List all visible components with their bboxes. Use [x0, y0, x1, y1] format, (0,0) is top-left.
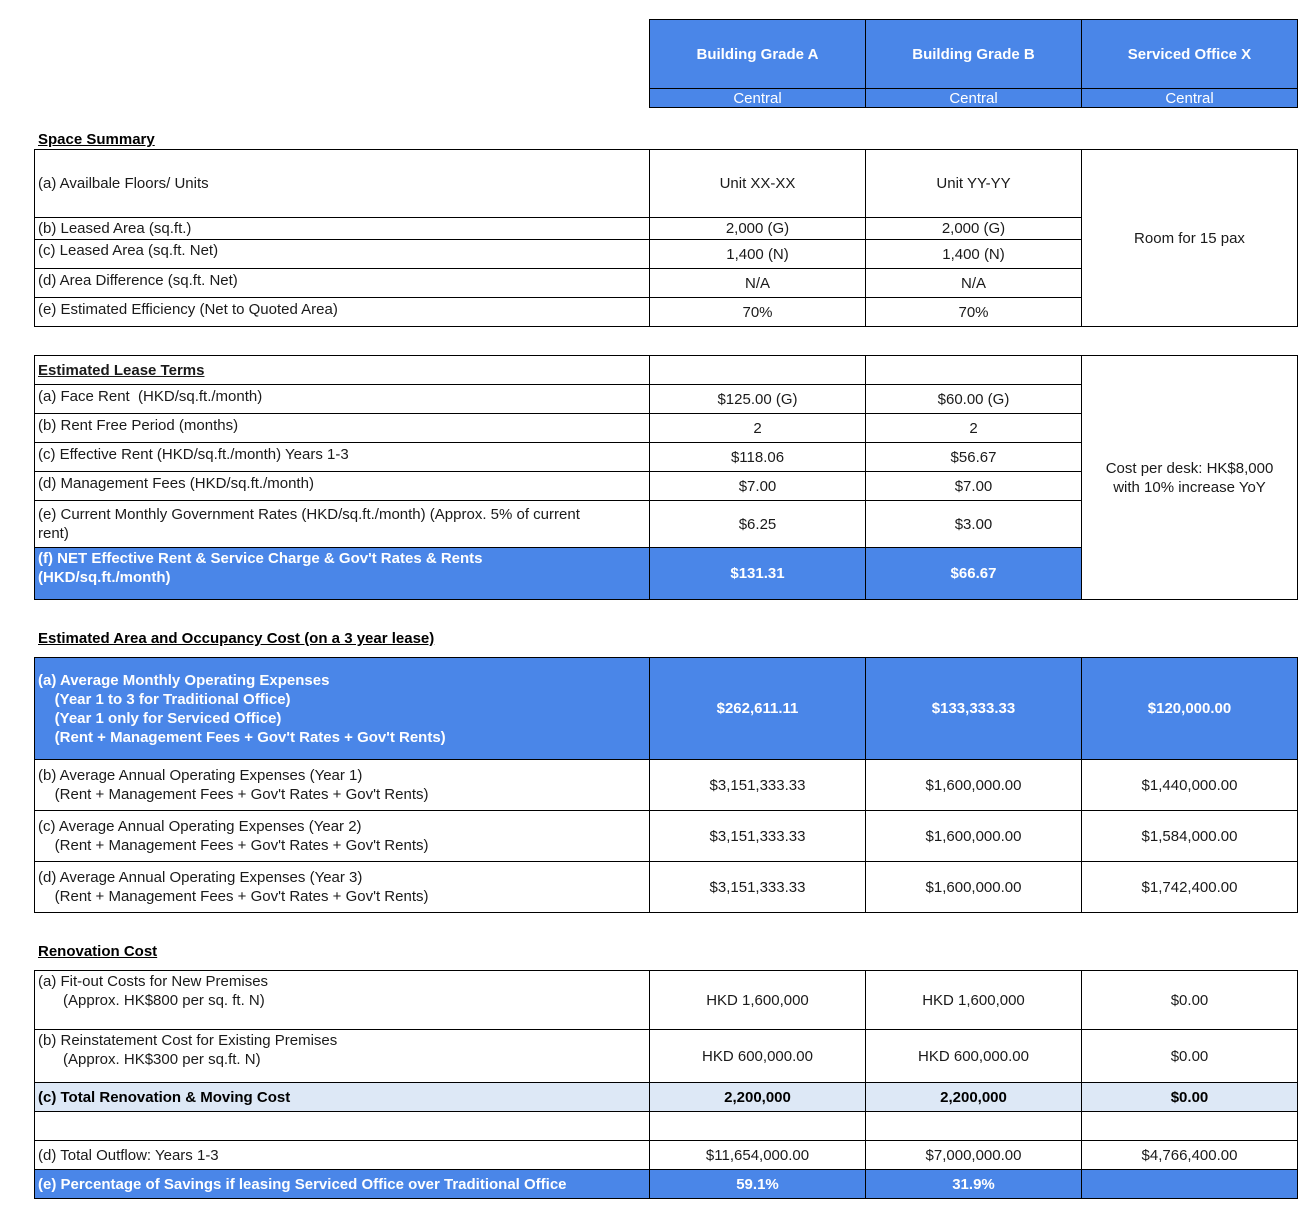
cell-serviced-annual-opex-year2: $1,584,000.00	[1081, 810, 1298, 862]
avg-monthly-opex-line3: (Year 1 only for Serviced Office)	[38, 709, 282, 727]
row-label-estimated-efficiency: (e) Estimated Efficiency (Net to Quoted Area)	[34, 297, 650, 327]
annual-opex-year1-line1: (b) Average Annual Operating Expenses (Year 1)	[38, 767, 363, 784]
cell-grade-b-management-fees: $7.00	[865, 471, 1082, 501]
reinstatement-cost-line1: (b) Reinstatement Cost for Existing Premises	[38, 1032, 338, 1049]
row-label-leased-area: (b) Leased Area (sq.ft.)	[34, 217, 650, 240]
row-label-annual-opex-year3	[34, 861, 650, 913]
section-title-space-summary: Space Summary	[38, 131, 155, 148]
cell-grade-a-leased-area-net: 1,400 (N)	[649, 239, 866, 269]
cell-grade-b-fit-out: HKD 1,600,000	[865, 970, 1082, 1030]
cell-grade-a-net-effective-rent: $131.31	[649, 547, 866, 600]
cell-serviced-fit-out: $0.00	[1081, 970, 1298, 1030]
reinstatement-cost-line2: (Approx. HK$300 per sq.ft. N)	[38, 1051, 261, 1068]
row-label-annual-opex-year2	[34, 810, 650, 862]
cell-grade-b-rent-free: 2	[865, 413, 1082, 443]
cell-grade-a-lease-blank	[649, 355, 866, 385]
cell-grade-b-net-effective-rent: $66.67	[865, 547, 1082, 600]
cell-grade-b-total-renovation: 2,200,000	[865, 1082, 1082, 1112]
cell-grade-b-annual-opex-year2: $1,600,000.00	[865, 810, 1082, 862]
cell-grade-a-units: Unit XX-XX	[649, 149, 866, 218]
cell-grade-a-efficiency: 70%	[649, 297, 866, 327]
cell-grade-a-management-fees: $7.00	[649, 471, 866, 501]
column-header-grade-a: Building Grade A	[649, 19, 866, 89]
row-label-total-outflow: (d) Total Outflow: Years 1-3	[34, 1140, 650, 1170]
row-label-avg-monthly-opex	[34, 657, 650, 760]
cell-serviced-annual-opex-year3: $1,742,400.00	[1081, 861, 1298, 913]
cell-grade-b-face-rent: $60.00 (G)	[865, 384, 1082, 414]
cell-grade-a-avg-monthly-opex: $262,611.11	[649, 657, 866, 760]
row-label-effective-rent: (c) Effective Rent (HKD/sq.ft./month) Years 1-3	[34, 442, 650, 472]
cell-grade-b-efficiency: 70%	[865, 297, 1082, 327]
cell-grade-a-reinstatement: HKD 600,000.00	[649, 1029, 866, 1083]
cell-serviced-reinstatement: $0.00	[1081, 1029, 1298, 1083]
cell-serviced-office-cost-note	[1081, 355, 1298, 600]
cell-serviced-office-space-note: Room for 15 pax	[1081, 149, 1298, 327]
row-label-management-fees: (d) Management Fees (HKD/sq.ft./month)	[34, 471, 650, 501]
row-label-reinstatement-cost	[34, 1029, 650, 1083]
cell-grade-a-blank	[649, 1111, 866, 1141]
cell-grade-a-rent-free: 2	[649, 413, 866, 443]
row-label-area-difference: (d) Area Difference (sq.ft. Net)	[34, 268, 650, 298]
cell-serviced-savings	[1081, 1169, 1298, 1199]
column-location-grade-b: Central	[865, 88, 1082, 108]
cell-grade-a-savings: 59.1%	[649, 1169, 866, 1199]
row-label-rent-free-period: (b) Rent Free Period (months)	[34, 413, 650, 443]
annual-opex-year3-line1: (d) Average Annual Operating Expenses (Year 3)	[38, 869, 363, 886]
cost-note-line1: Cost per desk: HK$8,000	[1105, 459, 1274, 477]
avg-monthly-opex-line1: (a) Average Monthly Operating Expenses	[38, 671, 330, 689]
annual-opex-year2-line2: (Rent + Management Fees + Gov't Rates + Gov't Rents)	[38, 837, 429, 854]
cell-grade-a-government-rates: $6.25	[649, 500, 866, 548]
cell-grade-a-fit-out: HKD 1,600,000	[649, 970, 866, 1030]
cell-grade-b-units: Unit YY-YY	[865, 149, 1082, 218]
cell-grade-a-face-rent: $125.00 (G)	[649, 384, 866, 414]
row-label-face-rent: (a) Face Rent (HKD/sq.ft./month)	[34, 384, 650, 414]
cell-serviced-blank	[1081, 1111, 1298, 1141]
column-header-serviced-office: Serviced Office X	[1081, 19, 1298, 89]
cost-note-line2: with 10% increase YoY	[1113, 478, 1266, 496]
fit-out-costs-line2: (Approx. HK$800 per sq. ft. N)	[38, 992, 265, 1009]
cell-serviced-total-renovation: $0.00	[1081, 1082, 1298, 1112]
annual-opex-year2-line1: (c) Average Annual Operating Expenses (Year 2)	[38, 818, 362, 835]
row-label-leased-area-net: (c) Leased Area (sq.ft. Net)	[34, 239, 650, 269]
cell-grade-b-area-difference: N/A	[865, 268, 1082, 298]
avg-monthly-opex-line4: (Rent + Management Fees + Gov't Rates + Gov't Rents)	[38, 728, 446, 746]
row-blank-spacer	[34, 1111, 650, 1141]
cell-grade-b-avg-monthly-opex: $133,333.33	[865, 657, 1082, 760]
section-title-renovation-cost: Renovation Cost	[38, 943, 158, 960]
cell-grade-b-blank	[865, 1111, 1082, 1141]
fit-out-costs-line1: (a) Fit-out Costs for New Premises	[38, 973, 269, 990]
cell-grade-a-total-outflow: $11,654,000.00	[649, 1140, 866, 1170]
cell-serviced-annual-opex-year1: $1,440,000.00	[1081, 759, 1298, 811]
cell-grade-a-effective-rent: $118.06	[649, 442, 866, 472]
row-label-net-effective-rent-line1: (f) NET Effective Rent & Service Charge & Gov't Rates & Rents	[38, 550, 483, 567]
row-label-annual-opex-year1	[34, 759, 650, 811]
annual-opex-year1-line2: (Rent + Management Fees + Gov't Rates + Gov't Rents)	[38, 786, 429, 803]
cell-grade-a-leased-area: 2,000 (G)	[649, 217, 866, 240]
cell-serviced-avg-monthly-opex: $120,000.00	[1081, 657, 1298, 760]
cell-grade-b-annual-opex-year1: $1,600,000.00	[865, 759, 1082, 811]
cell-grade-a-area-difference: N/A	[649, 268, 866, 298]
cell-grade-a-annual-opex-year3: $3,151,333.33	[649, 861, 866, 913]
cell-grade-b-lease-blank	[865, 355, 1082, 385]
cell-grade-b-savings: 31.9%	[865, 1169, 1082, 1199]
column-location-serviced-office: Central	[1081, 88, 1298, 108]
row-label-fit-out-costs	[34, 970, 650, 1030]
column-location-grade-a: Central	[649, 88, 866, 108]
cell-grade-b-government-rates: $3.00	[865, 500, 1082, 548]
cell-grade-a-annual-opex-year2: $3,151,333.33	[649, 810, 866, 862]
cell-grade-b-reinstatement: HKD 600,000.00	[865, 1029, 1082, 1083]
cell-grade-a-annual-opex-year1: $3,151,333.33	[649, 759, 866, 811]
row-label-government-rates	[34, 500, 650, 548]
row-label-government-rates-line1: (e) Current Monthly Government Rates (HKD/sq.ft./month) (Approx. 5% of current	[38, 506, 580, 523]
row-label-available-floors: (a) Availbale Floors/ Units	[34, 149, 650, 218]
row-label-total-renovation: (c) Total Renovation & Moving Cost	[34, 1082, 650, 1112]
cell-grade-b-effective-rent: $56.67	[865, 442, 1082, 472]
cell-serviced-total-outflow: $4,766,400.00	[1081, 1140, 1298, 1170]
cell-grade-b-total-outflow: $7,000,000.00	[865, 1140, 1082, 1170]
row-label-net-effective-rent	[34, 547, 650, 600]
column-header-grade-b: Building Grade B	[865, 19, 1082, 89]
cell-grade-b-leased-area: 2,000 (G)	[865, 217, 1082, 240]
row-label-government-rates-line2: rent)	[38, 525, 69, 542]
cell-grade-a-total-renovation: 2,200,000	[649, 1082, 866, 1112]
row-label-savings-percentage: (e) Percentage of Savings if leasing Serviced Office over Traditional Office	[34, 1169, 650, 1199]
row-label-net-effective-rent-line2: (HKD/sq.ft./month)	[38, 569, 171, 586]
avg-monthly-opex-line2: (Year 1 to 3 for Traditional Office)	[38, 690, 291, 708]
cell-grade-b-leased-area-net: 1,400 (N)	[865, 239, 1082, 269]
cell-grade-b-annual-opex-year3: $1,600,000.00	[865, 861, 1082, 913]
section-title-lease-terms: Estimated Lease Terms	[34, 355, 650, 385]
annual-opex-year3-line2: (Rent + Management Fees + Gov't Rates + Gov't Rents)	[38, 888, 429, 905]
section-title-occupancy-cost: Estimated Area and Occupancy Cost (on a 3 year lease)	[38, 630, 435, 647]
